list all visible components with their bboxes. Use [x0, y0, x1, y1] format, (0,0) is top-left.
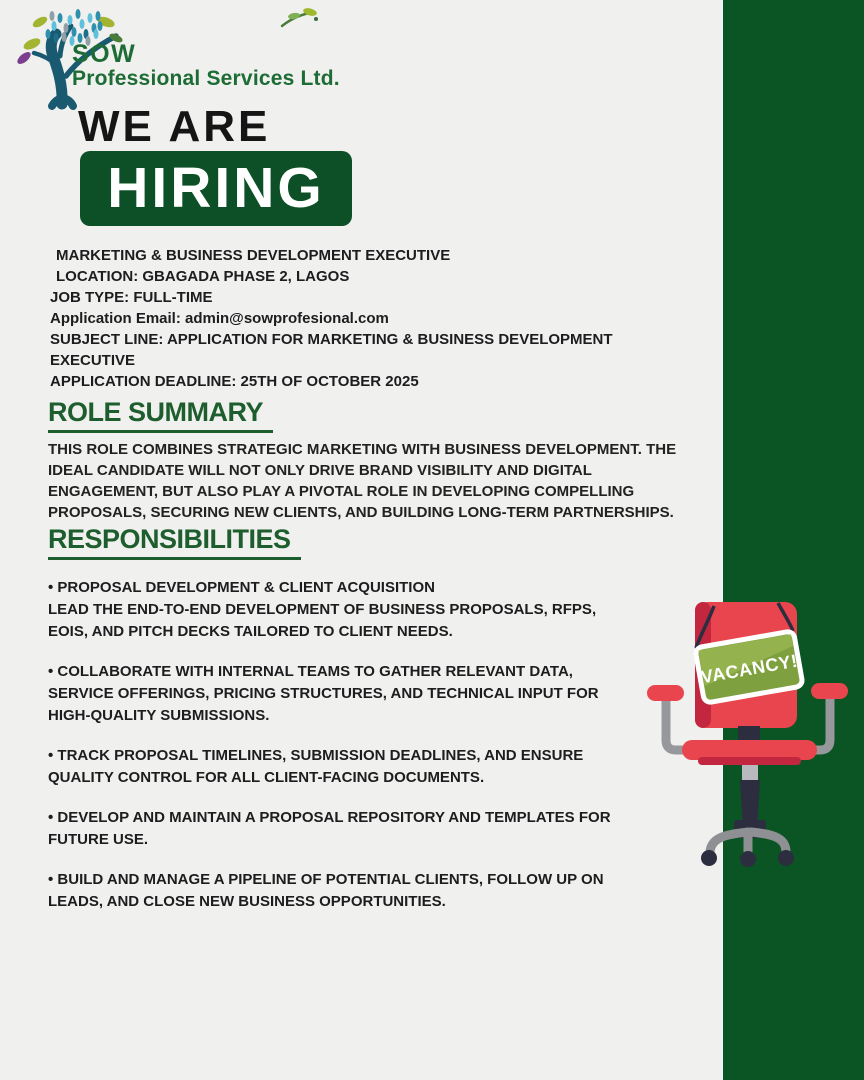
role-summary-line: IDEAL CANDIDATE WILL NOT ONLY DRIVE BRAND VISIBILITY AND DIGITAL	[48, 462, 592, 479]
hiring-badge	[80, 151, 352, 226]
role-summary-line: THIS ROLE COMBINES STRATEGIC MARKETING WITH BUSINESS DEVELOPMENT. THE	[48, 441, 677, 458]
application-deadline-line: APPLICATION DEADLINE: 25TH OF OCTOBER 2025	[50, 373, 419, 390]
office-chair-icon	[638, 588, 864, 883]
green-side-band	[723, 0, 864, 1080]
subject-line-1: SUBJECT LINE: APPLICATION FOR MARKETING & BUSINESS DEVELOPMENT	[50, 331, 613, 348]
responsibility-line: • COLLABORATE WITH INTERNAL TEAMS TO GATHER RELEVANT DATA,	[48, 663, 573, 680]
tree-logo-icon	[10, 4, 360, 112]
job-location-line: LOCATION: GBAGADA PHASE 2, LAGOS	[56, 268, 350, 285]
logo-company-subname: Professional Services Ltd.	[72, 67, 340, 90]
responsibility-line: LEAD THE END-TO-END DEVELOPMENT OF BUSINESS PROPOSALS, RFPS,	[48, 601, 597, 618]
logo-company-name: SOW	[72, 40, 137, 68]
responsibility-line: • BUILD AND MANAGE A PIPELINE OF POTENTIAL CLIENTS, FOLLOW UP ON	[48, 871, 604, 888]
responsibility-item	[48, 807, 611, 851]
job-title-line: MARKETING & BUSINESS DEVELOPMENT EXECUTIVE	[56, 247, 451, 264]
responsibility-item	[48, 869, 611, 913]
responsibility-line: • PROPOSAL DEVELOPMENT & CLIENT ACQUISITION	[48, 579, 435, 596]
responsibility-line: SERVICE OFFERINGS, PRICING STRUCTURES, AND TECHNICAL INPUT FOR	[48, 685, 599, 702]
role-summary-line: ENGAGEMENT, BUT ALSO PLAY A PIVOTAL ROLE IN DEVELOPING COMPELLING	[48, 483, 635, 500]
job-details	[50, 245, 613, 392]
company-logo	[10, 4, 360, 112]
responsibility-item	[48, 661, 611, 727]
responsibility-line: LEADS, AND CLOSE NEW BUSINESS OPPORTUNITIES.	[48, 893, 446, 910]
responsibilities-section	[48, 524, 611, 931]
role-summary-section	[48, 397, 676, 523]
responsibility-line: HIGH-QUALITY SUBMISSIONS.	[48, 707, 270, 724]
responsibility-line: QUALITY CONTROL FOR ALL CLIENT-FACING DOCUMENTS.	[48, 769, 485, 786]
responsibility-item	[48, 577, 611, 643]
responsibilities-heading: RESPONSIBILITIES	[48, 524, 301, 560]
responsibility-line: • DEVELOP AND MAINTAIN A PROPOSAL REPOSITORY AND TEMPLATES FOR	[48, 809, 611, 826]
subject-line-2: EXECUTIVE	[50, 352, 136, 369]
job-type-line: JOB TYPE: FULL-TIME	[50, 289, 213, 306]
responsibilities-list	[48, 577, 611, 913]
office-chair-illustration	[638, 588, 864, 883]
vacancy-sign-label: VACANCY!	[699, 650, 800, 688]
we-are-heading: WE ARE	[78, 102, 271, 151]
responsibility-item	[48, 745, 611, 789]
responsibility-line: FUTURE USE.	[48, 831, 149, 848]
role-summary-text	[48, 439, 676, 523]
hiring-heading: HIRING	[107, 156, 325, 220]
application-email-line: Application Email: admin@sowprofesional.com	[50, 310, 389, 327]
responsibility-line: • TRACK PROPOSAL TIMELINES, SUBMISSION DEADLINES, AND ENSURE	[48, 747, 584, 764]
role-summary-line: PROPOSALS, SECURING NEW CLIENTS, AND BUILDING LONG-TERM PARTNERSHIPS.	[48, 504, 674, 521]
responsibility-line: EOIS, AND PITCH DECKS TAILORED TO CLIENT NEEDS.	[48, 623, 453, 640]
role-summary-heading: ROLE SUMMARY	[48, 397, 273, 433]
